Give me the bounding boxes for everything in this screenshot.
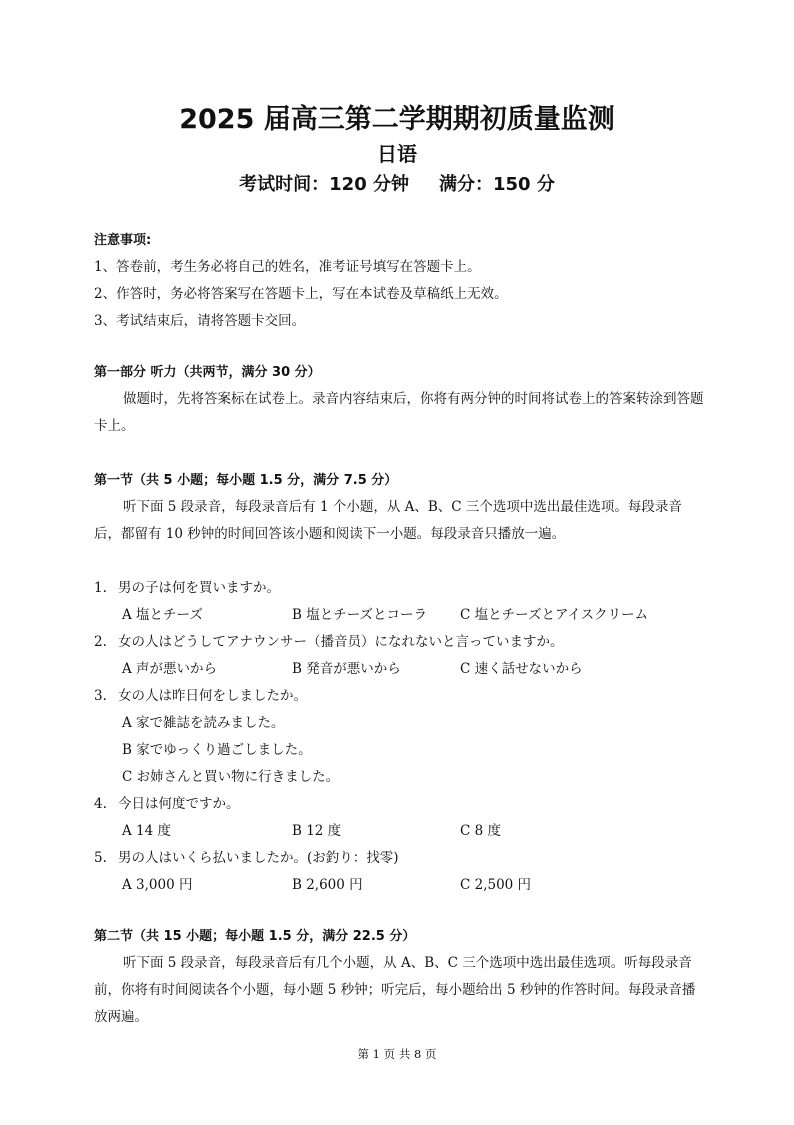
exam-time: 考试时间：120 分钟 <box>239 174 409 195</box>
notice-item: 1、答卷前，考生务必将自己的姓名，准考证号填写在答题卡上。 <box>94 259 481 275</box>
section1-heading: 第一节（共 5 小题；每小题 1.5 分，满分 7.5 分） <box>94 473 398 488</box>
question-text: 男の子は何を買いますか。 <box>118 580 280 596</box>
option-c: C 塩とチーズとアイスクリーム <box>460 607 649 623</box>
option-c: C お姉さんと買い物に行きました。 <box>122 769 340 785</box>
option-b: B 塩とチーズとコーラ <box>292 607 428 623</box>
notice-section <box>94 227 706 335</box>
option-a: A 声が悪いから <box>122 661 218 677</box>
question-text: 女の人は昨日何をしましたか。 <box>118 688 307 704</box>
option-c: C 速く話せないから <box>460 661 583 677</box>
part1-section <box>94 359 706 440</box>
notice-item: 2、作答时，务必将答案写在答题卡上，写在本试卷及草稿纸上无效。 <box>94 286 508 302</box>
question-text: 男の人はいくら払いましたか。(お釣り：找零) <box>118 850 399 866</box>
exam-title: 2025 届高三第二学期期初质量监测 <box>179 104 615 135</box>
section2-heading: 第二节（共 15 小题；每小题 1.5 分，满分 22.5 分） <box>94 929 416 944</box>
question-number: 3. <box>94 688 107 704</box>
question-number: 2. <box>94 634 107 650</box>
section1-instruction: 听下面 5 段录音，每段录音后有 1 个小题，从 A、B、C 三个选项中选出最佳选项。每段录音后，都留有 10 秒钟的时间回答该小题和阅读下一小题。每段录音只播放一遍。 <box>94 499 682 542</box>
question-1 <box>94 576 280 596</box>
option-a: A 塩とチーズ <box>122 607 203 623</box>
section2-header <box>94 923 706 1031</box>
question-number: 5. <box>94 850 107 866</box>
page-number: 第 1 页 共 8 页 <box>357 1047 437 1061</box>
part1-instruction: 做题时，先将答案标在试卷上。录音内容结束后，你将有两分钟的时间将试卷上的答案转涂到答题卡上。 <box>94 391 704 434</box>
exam-score: 满分：150 分 <box>439 174 555 195</box>
notice-item: 3、考试结束后，请将答题卡交回。 <box>94 313 306 329</box>
section2-instruction: 听下面 5 段录音，每段录音后有几个小题，从 A、B、C 三个选项中选出最佳选项。听每段录音前，你将有时间阅读各个小题，每小题 5 秒钟；听完后，每小题给出 5 秒钟的作答时间。每段录音播放两遍。 <box>94 955 696 1025</box>
part1-heading: 第一部分 听力（共两节，满分 30 分） <box>94 365 321 380</box>
notice-heading: 注意事项: <box>94 233 152 248</box>
question-number: 1. <box>94 580 107 596</box>
question-text: 今日は何度ですか。 <box>118 796 240 812</box>
option-b: B 12 度 <box>292 823 342 839</box>
option-a: A 3,000 円 <box>122 877 193 893</box>
option-a: A 家で雑誌を読みました。 <box>122 715 285 731</box>
question-number: 4. <box>94 796 107 812</box>
option-c: C 8 度 <box>460 823 502 839</box>
question-4 <box>94 792 240 812</box>
section1-header <box>94 467 706 548</box>
question-2 <box>94 630 564 650</box>
exam-meta <box>0 170 794 196</box>
question-3 <box>94 684 307 704</box>
question-text: 女の人はどうしてアナウンサー（播音员）になれないと言っていますか。 <box>118 634 564 650</box>
option-b: B 発音が悪いから <box>292 661 401 677</box>
option-c: C 2,500 円 <box>460 877 532 893</box>
option-b: B 家でゆっくり過ごしました。 <box>122 742 312 758</box>
option-b: B 2,600 円 <box>292 877 363 893</box>
option-a: A 14 度 <box>122 823 172 839</box>
subject-title: 日语 <box>377 142 417 166</box>
question-5 <box>94 846 399 866</box>
